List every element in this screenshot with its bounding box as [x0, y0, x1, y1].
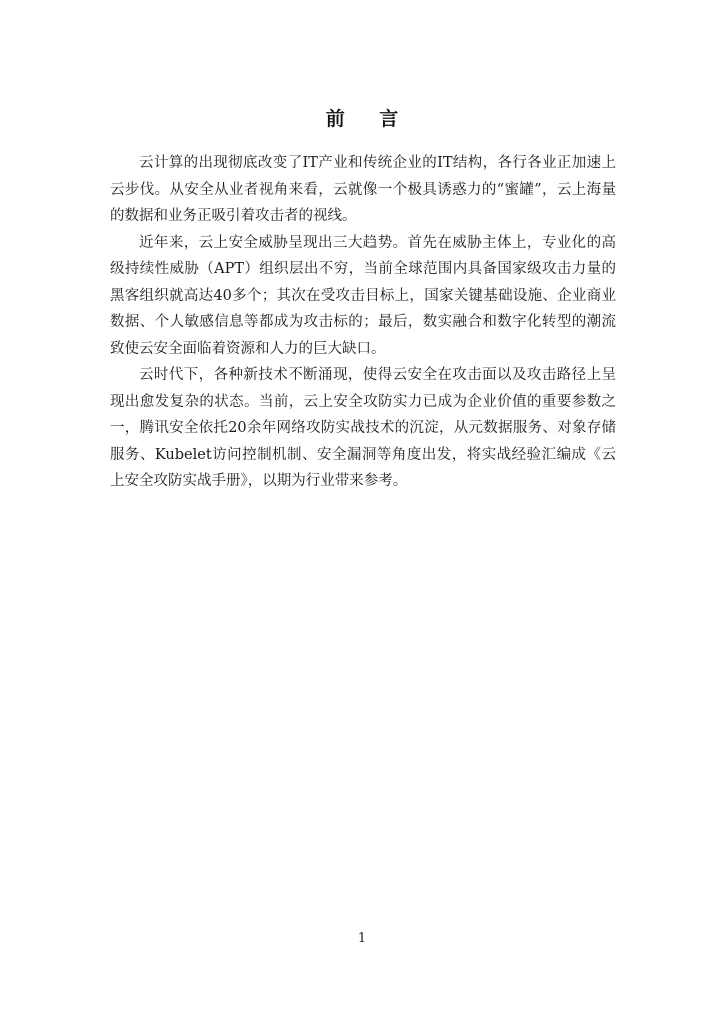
page-title: 前 言 [325, 108, 413, 130]
page-number: 1 [357, 931, 367, 946]
paragraph-1: 云计算的出现彻底改变了IT产业和传统企业的IT结构，各行各业正加速上云步伐。从安全从业者视角来看，云就像一个极具诱惑力的“蜜罐”，云上海量的数据和业务正吸引着攻击者的视线。 [110, 155, 616, 224]
preface-body [110, 150, 616, 495]
paragraph-3: 云时代下，各种新技术不断涌现，使得云安全在攻击面以及攻击路径上呈现出愈发复杂的状态。当前，云上安全攻防实力已成为企业价值的重要参数之一，腾讯安全依托20余年网络攻防实战技术的沉淀，从元数据服务、对象存储服务、Kubelet访问控制机制、安全漏洞等角度出发，将实战经验汇编成《云上安全攻防实战手册》，以期为行业带来参考。 [110, 367, 616, 489]
paragraph-2: 近年来，云上安全威胁呈现出三大趋势。首先在威胁主体上，专业化的高级持续性威胁（APT）组织层出不穷，当前全球范围内具备国家级攻击力量的黑客组织就高达40多个；其次在受攻击目标上，国家关键基础设施、企业商业数据、个人敏感信息等都成为攻击标的；最后，数实融合和数字化转型的潮流致使云安全面临着资源和人力的巨大缺口。 [110, 234, 616, 357]
